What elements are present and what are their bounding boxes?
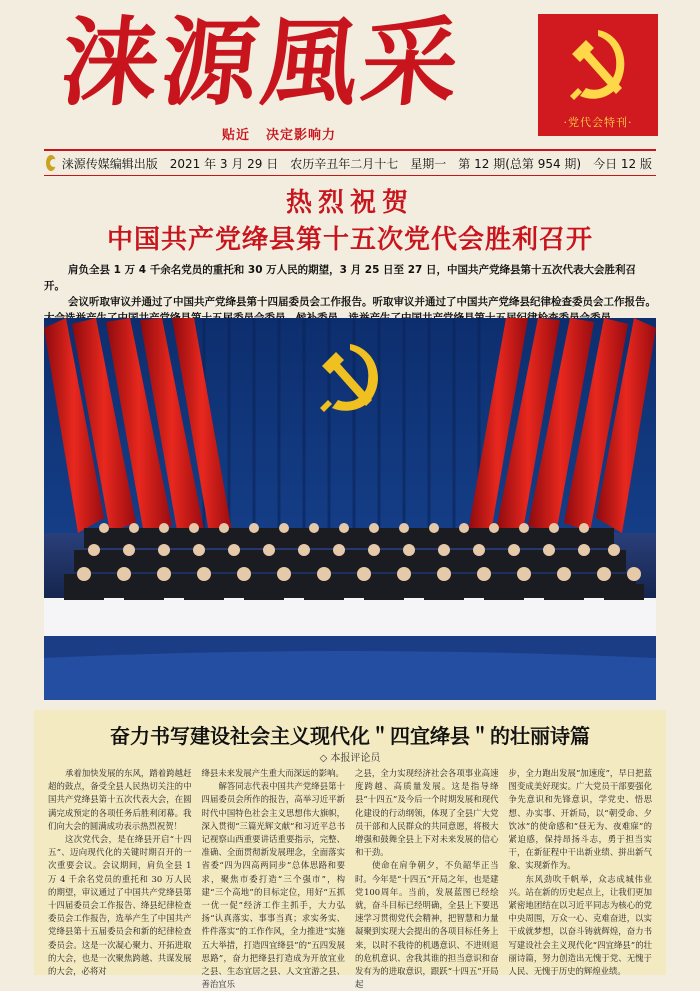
headline-kicker: 热烈祝贺	[285, 188, 414, 218]
slogan-right: 决定影响力	[266, 128, 337, 143]
commentary-article	[34, 710, 666, 990]
paragraph: 绛县未来发展产生重大而深远的影响。	[201, 768, 344, 778]
lead-paragraph	[44, 262, 656, 326]
headline-title: 中国共产党绛县第十五次党代会胜利召开	[106, 225, 593, 255]
paragraph: 步，全力跑出发展“加速度”，早日把蓝图变成美好现实。广大党员干部要强化争先意识和先锋意识，学党史、悟思想、办实事、开新局，以“朝受命、夕饮冰”的使命感和“昼无为、夜难寐”的紧迫感，保持昂扬斗志，勇于担当实干，在新征程中干出新业绩、拼出新气象、实现新作为。	[508, 768, 652, 871]
party-emblem-block	[538, 14, 658, 136]
issue-number: 第 12 期(总第 954 期)	[458, 156, 582, 171]
article-column-3	[355, 767, 499, 990]
paragraph: 承着加快发展的东风，踏着跨越赶超的鼓点，备受全县人民热切关注的中国共产党绛县第十五次代表大会，在圆满完成预定的各项任务后胜利闭幕。我们向大会的圆满成功表示热烈祝贺！	[48, 768, 192, 831]
article-column-1	[48, 767, 192, 977]
lead-line-2: 会议听取审议并通过了中国共产党绛县第十四届委员会工作报告。听取审议并通过了中国共产党绛县纪律检查委员会工作报告。	[68, 296, 656, 308]
publisher-logo-icon	[46, 155, 56, 171]
issue-info-bar	[44, 149, 656, 176]
issue-date: 2021 年 3 月 29 日	[169, 156, 279, 171]
article-title: 奋力书写建设社会主义现代化＂四宜绛县＂的壮丽诗篇	[110, 724, 590, 748]
slogan	[222, 124, 352, 143]
article-author: ◇ 本报评论员	[319, 753, 381, 764]
paragraph: 使命在肩争朝夕，不负韶华正当时。今年是“十四五”开局之年，也是建党100周年。当前，发展蓝图已经绘就，奋斗目标已经明确，全县上下要迅速学习贯彻党代会精神，把智慧和力量凝聚到实现大会提出的各项目标任务上来，以时不我待的机遇意识、不进则退的危机意识、舍我其谁的担当意识和奋发有为的进取意识，跟跃“十四五”开局起	[355, 860, 499, 990]
hammer-sickle-icon	[560, 24, 636, 106]
article-column-2	[201, 767, 346, 990]
paragraph: 这次党代会，是在绛县开启“十四五”、迈向现代化的关键时期召开的一次重要会议。会议期间，肩负全县 1 万 4 千余名党员的重托和 30 万人民的期望，审议通过了中国共产党绛县第十四届委员会工作报告、绛县纪律检查委员会工作报告，选举产生了中国共产党绛县第十五届委员会和新的纪律检查委员会。这是一次凝心聚力、开拓进取的大会，也是一次聚焦跨越、共谋发展的大会，必将对	[48, 834, 192, 977]
conference-photo	[44, 318, 656, 700]
weekday: 星期一	[410, 156, 447, 171]
masthead	[0, 0, 700, 148]
paragraph: 之县，全力实现经济社会各项事业高速度跨越、高质量发展。这是指导绛县“十四五”及今后一个时期发展和现代化建设的行动纲领，体现了全县广大党员干部和人民群众的共同意愿，将极大增强和鼓舞全县上下对未来发展的信心和干劲。	[355, 768, 499, 858]
newspaper-title: 涞源風采	[56, 6, 468, 119]
article-column-4	[508, 767, 653, 977]
lunar-date: 农历辛丑年二月十七	[290, 156, 399, 171]
paragraph: 东风劲吹千帆举，众志成城伟业兴。站在新的历史起点上，让我们更加紧密地团结在以习近平同志为核心的党中央周围，万众一心、克难奋进，以实干成就梦想，以奋斗铸就辉煌，奋力书写建设社会主义现代化“四宜绛县”的壮丽诗篇，努力创造出无愧于党、无愧于人民、无愧于历史的辉煌业绩。	[508, 873, 652, 977]
page-count: 今日 12 版	[593, 156, 652, 171]
lead-line-1: 肩负全县 1 万 4 千余名党员的重托和 30 万人民的期望，3 月 25 日至 27 日，中国共产党绛县第十五次代表大会胜利召开。	[44, 264, 636, 292]
slogan-left: 贴近	[222, 128, 251, 143]
publisher: 涞源传媒编辑出版	[61, 156, 158, 171]
paragraph: 解答同志代表中国共产党绛县第十四届委员会所作的报告，高举习近平新时代中国特色社会主义思想伟大旗帜，深入贯彻“三篇光辉文献”和习近平总书记视察山西重要讲话重要指示，完整、准确、全面贯彻新发展理念，全面落实省委“四为四高两同步”总体思路和要求，聚焦市委打造“三个强市”，构建“三个高地”的目标定位，用好“五抓一优一促”经济工作主抓手，大力弘扬“认真落实、事事当真；求实务实、件件落实”的工作作风，全力推进“实施五大举措，打造四宜绛县”的“五四发展思路”，奋力把绛县打造成为开放宜业之县、生态宜居之县、人文宜游之县、善治宜乐	[201, 781, 345, 990]
article-columns	[48, 767, 652, 990]
special-edition-tag: ·党代会特刊·	[563, 116, 633, 129]
